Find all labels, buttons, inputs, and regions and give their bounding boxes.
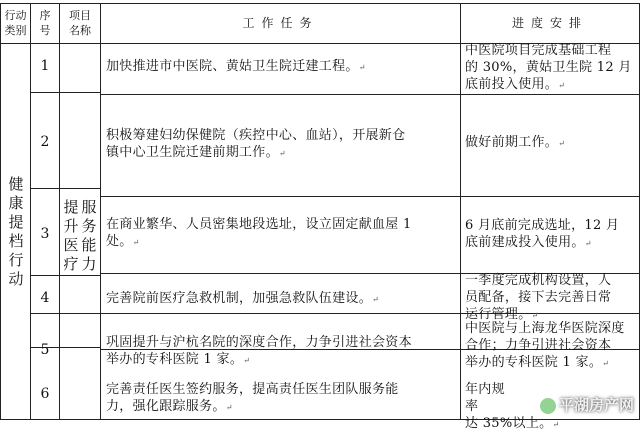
- text-line: 率: [465, 399, 479, 414]
- return-mark: ↵: [132, 238, 140, 247]
- text-line: 举办的专科医院 1 家。↵: [106, 352, 250, 367]
- return-mark: ↵: [558, 81, 565, 90]
- text-line: 的 30%，黄姑卫生院 12 月: [465, 60, 632, 75]
- watermark: 平湖房产网: [540, 394, 634, 415]
- project-char: 疗: [63, 255, 79, 273]
- text-line: 中医院项目完成基础工程: [465, 43, 612, 58]
- row-number: 2: [40, 134, 50, 150]
- return-mark: ↵: [225, 403, 233, 412]
- task-text: [106, 58, 458, 76]
- category-char: 行: [8, 251, 24, 269]
- task-text: [106, 334, 458, 369]
- return-mark: ↵: [531, 311, 539, 320]
- text-line: 中医院与上海龙华医院深度: [465, 321, 625, 336]
- return-mark: ↵: [372, 295, 379, 304]
- return-mark: ↵: [278, 149, 286, 158]
- text-line: 员配备，接下去完善日常: [465, 290, 612, 305]
- return-mark: ↵: [243, 356, 250, 365]
- text-line: 合作；力争引进社会资本: [465, 338, 612, 353]
- header-serial: 序 号: [39, 9, 51, 37]
- project-char: 升: [63, 217, 79, 235]
- category-char: 提: [8, 213, 24, 231]
- category-char: 动: [8, 270, 24, 288]
- text-line: 积极筹建妇幼保健院（疾控中心、血站），开展新仓: [106, 128, 406, 143]
- rule-row2-b: [100, 196, 640, 197]
- project-char: 医: [63, 236, 79, 254]
- text-line: 力，强化跟踪服务。↵: [106, 399, 233, 414]
- rule-row1-b: [100, 94, 640, 95]
- text-line: 完善责任医生签约服务，提高责任医生团队服务能: [106, 382, 399, 397]
- task-text: [106, 127, 458, 162]
- watermark-logo-icon: [540, 398, 556, 414]
- text-line: 运行管理。↵: [465, 307, 539, 322]
- text-line: 举办的专科医院 1 家。↵: [465, 355, 609, 370]
- task-text: [106, 381, 458, 416]
- text-line: 镇中心卫生院迁建前期工作。↵: [106, 145, 286, 160]
- return-mark: ↵: [584, 239, 592, 248]
- rule-row1: [30, 92, 100, 93]
- row-number: 4: [40, 290, 50, 306]
- row-number: 1: [40, 58, 50, 74]
- text-line: 6 月底前完成选址，12 月: [465, 218, 620, 233]
- header-category: 行动 类别: [4, 9, 27, 37]
- text-line: 处。↵: [106, 234, 140, 249]
- schedule-text: [465, 320, 637, 372]
- schedule-text: [465, 42, 637, 94]
- text-line: 在商业繁华、人员密集地段选址，设立固定献血屋 1: [106, 217, 412, 232]
- text-line: 年内规: [465, 382, 505, 397]
- return-mark: ↵: [552, 420, 560, 429]
- task-text: [106, 290, 458, 308]
- text-line: 一季度完成机构设置，人: [465, 273, 612, 288]
- category-char: 健: [8, 175, 24, 193]
- text-line: 底前投入使用。↵: [465, 77, 565, 92]
- text-line: 加快推进市中医院、黄姑卫生院迁建工程。↵: [106, 59, 366, 74]
- row-number: 5: [40, 342, 50, 358]
- rule-col3: [100, 3, 101, 420]
- header-task: 工作任务: [242, 16, 319, 30]
- schedule-text: [465, 217, 637, 252]
- task-text: [106, 216, 458, 251]
- schedule-text: [465, 272, 637, 324]
- rule-top: [0, 3, 640, 4]
- rule-left: [0, 3, 1, 420]
- project-char: 力: [81, 255, 97, 273]
- text-line: 完善院前医疗急救机制，加强急救队伍建设。↵: [106, 291, 379, 306]
- category-cell: [7, 175, 25, 289]
- rule-row3: [30, 275, 100, 276]
- header-schedule: 进度安排: [511, 16, 588, 30]
- row-number: 6: [40, 386, 50, 402]
- row-number: 3: [40, 226, 50, 242]
- project-char: 提: [63, 198, 79, 216]
- category-char: 档: [8, 232, 24, 250]
- return-mark: ↵: [558, 139, 565, 148]
- schedule-text: [465, 134, 637, 152]
- return-mark: ↵: [358, 63, 366, 72]
- project-char: 能: [81, 236, 97, 254]
- project-char: 服: [81, 198, 97, 216]
- category-char: 康: [8, 194, 24, 212]
- return-mark: ↵: [602, 359, 609, 368]
- text-line: 底前建成投入使用。↵: [465, 235, 592, 250]
- header-project: 项目 名称: [69, 9, 91, 37]
- text-line: 达 35%以上。↵: [465, 416, 560, 431]
- project-char: 务: [81, 217, 97, 235]
- text-line: 巩固提升与沪杭名院的深度合作，力争引进社会资本: [106, 335, 412, 350]
- rule-row2: [30, 188, 100, 189]
- rule-col4: [460, 3, 461, 420]
- text-line: 做好前期工作。↵: [465, 135, 565, 150]
